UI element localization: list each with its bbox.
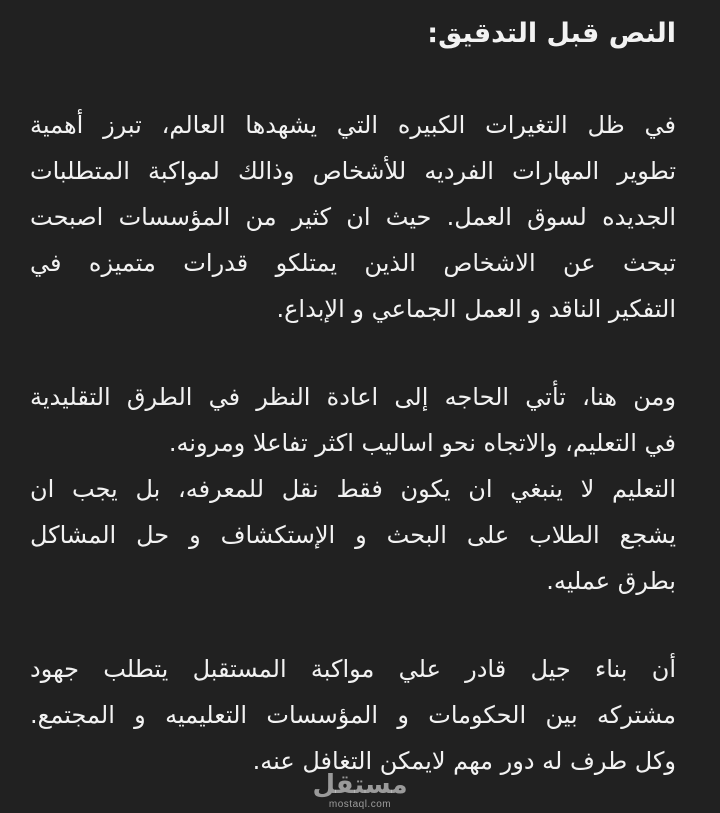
paragraph-line: ومن هنا، تأتي الحاجه إلى اعادة النظر في الطرق التقليدية — [30, 383, 676, 411]
paragraph-line: تبحث عن الاشخاص الذين يمتلكو قدرات متميزه في — [30, 249, 676, 277]
paragraph-line: الجديده لسوق العمل. حيث ان كثير من المؤسسات اصبحت — [30, 203, 676, 231]
paragraph-line: مشتركه بين الحكومات و المؤسسات التعليميه و المجتمع. — [30, 701, 676, 729]
paragraph-1 — [30, 102, 676, 332]
paragraph-line: التعليم لا ينبغي ان يكون فقط نقل للمعرفه، بل يجب ان — [30, 475, 676, 503]
paragraph-line: التفكير الناقد و العمل الجماعي و الإبداع. — [276, 295, 676, 323]
paragraph-line: بطرق عمليه. — [546, 567, 676, 595]
watermark-url: mostaql.com — [328, 799, 392, 810]
paragraph-line: أن بناء جيل قادر علي مواكبة المستقبل يتطلب جهود — [30, 655, 676, 683]
document-heading: النص قبل التدقيق: — [427, 18, 676, 49]
mostaql-watermark — [294, 771, 426, 811]
paragraph-line: في التعليم، والاتجاه نحو اساليب اكثر تفاعلا ومرونه. — [168, 429, 676, 457]
paragraph-2 — [30, 374, 676, 604]
watermark-logo: مستقل — [312, 770, 408, 800]
paragraph-line: وكل طرف له دور مهم لايمكن التغافل عنه. — [252, 747, 676, 775]
paragraph-line: تطوير المهارات الفرديه للأشخاص وذالك لمواكبة المتطلبات — [30, 157, 676, 185]
paragraph-line: يشجع الطلاب على البحث و الإستكشاف و حل المشاكل — [30, 521, 676, 549]
paragraph-line: في ظل التغيرات الكبيره التي يشهدها العالم، تبرز أهمية — [30, 111, 676, 139]
paragraph-3 — [30, 646, 676, 784]
